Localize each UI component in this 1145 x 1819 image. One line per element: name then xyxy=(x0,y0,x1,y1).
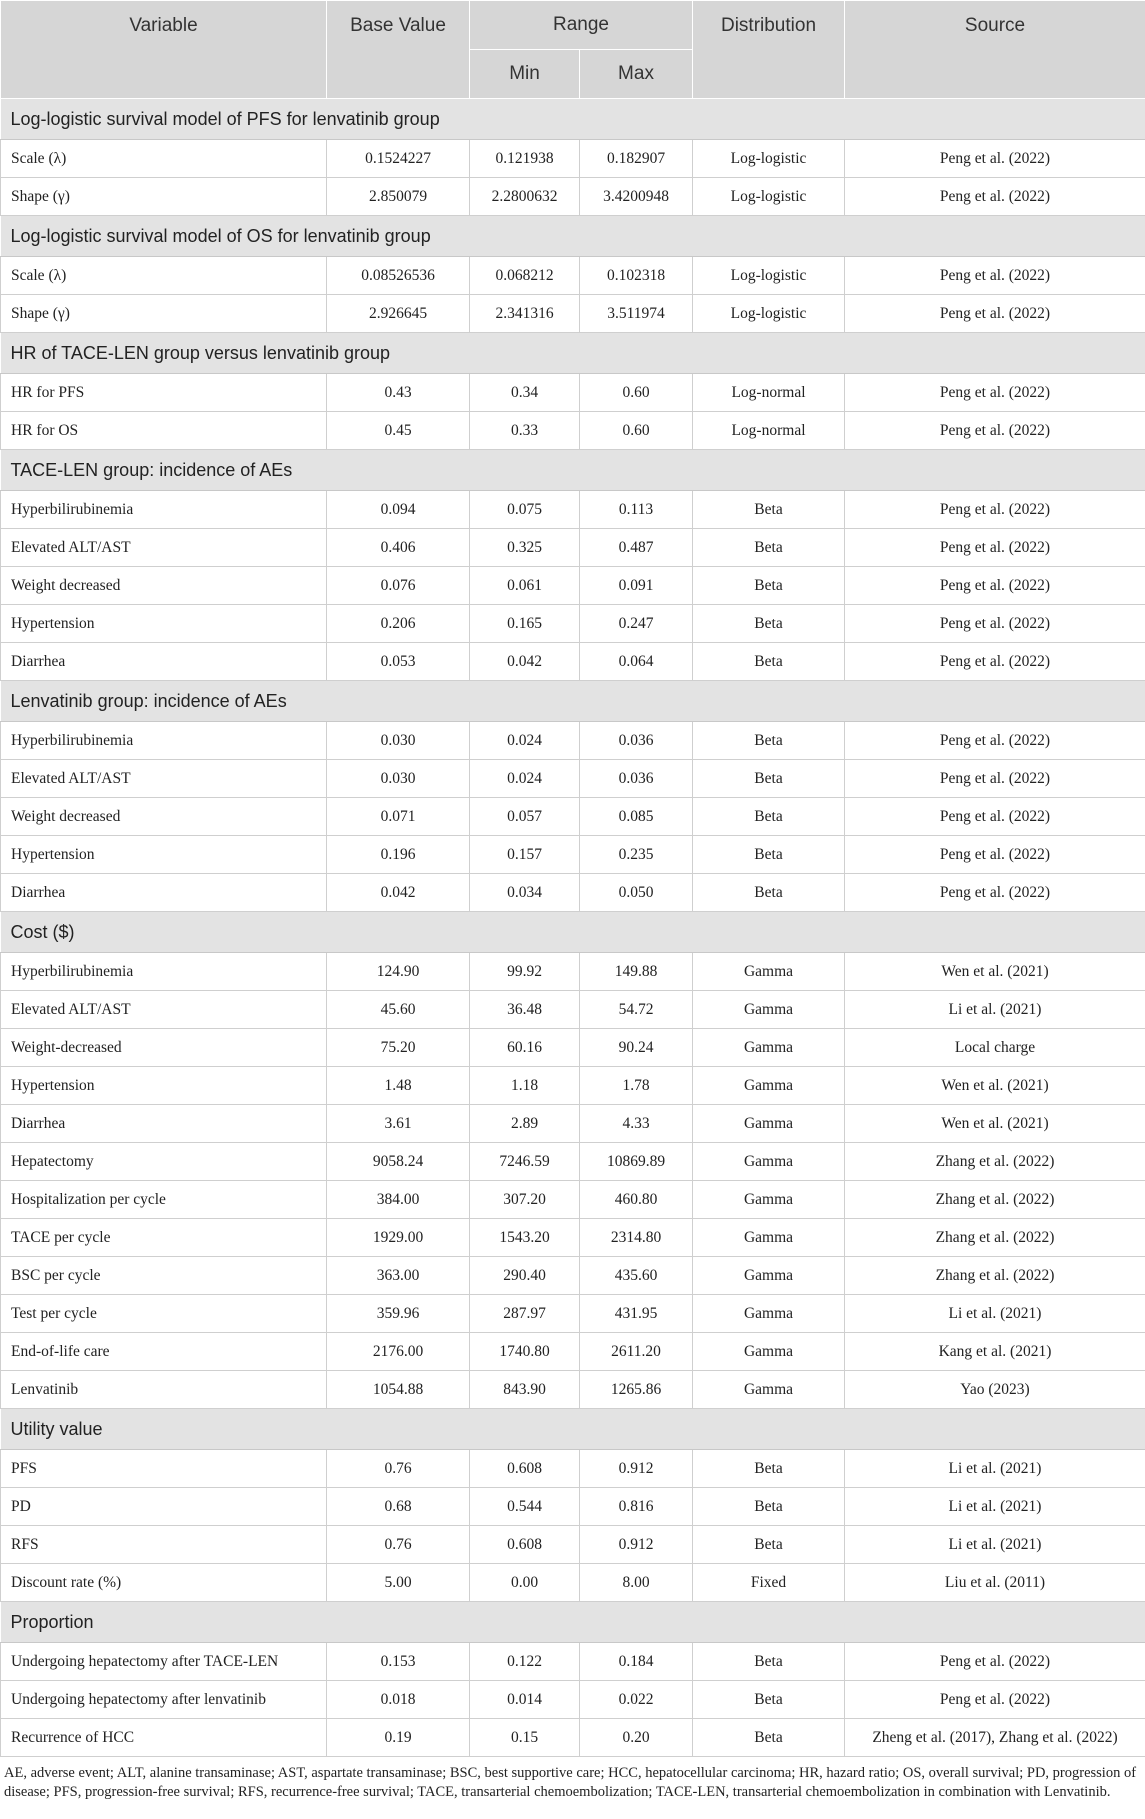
base-value-cell: 0.076 xyxy=(327,567,470,605)
table-row xyxy=(1,1526,1145,1564)
base-value-cell: 0.153 xyxy=(327,1643,470,1681)
max-cell: 0.184 xyxy=(580,1643,693,1681)
max-cell: 1.78 xyxy=(580,1067,693,1105)
distribution-cell: Gamma xyxy=(693,991,845,1029)
variable-cell: End-of-life care xyxy=(1,1333,327,1371)
variable-cell: Elevated ALT/AST xyxy=(1,760,327,798)
variable-cell: Diarrhea xyxy=(1,643,327,681)
base-value-cell: 124.90 xyxy=(327,953,470,991)
distribution-cell: Gamma xyxy=(693,953,845,991)
base-value-cell: 1054.88 xyxy=(327,1371,470,1409)
base-value-cell: 0.68 xyxy=(327,1488,470,1526)
base-value-cell: 9058.24 xyxy=(327,1143,470,1181)
variable-cell: Diarrhea xyxy=(1,874,327,912)
min-cell: 0.057 xyxy=(470,798,580,836)
min-cell: 0.042 xyxy=(470,643,580,681)
variable-cell: Shape (γ) xyxy=(1,295,327,333)
base-value-cell: 0.76 xyxy=(327,1526,470,1564)
min-cell: 0.325 xyxy=(470,529,580,567)
variable-cell: HR for PFS xyxy=(1,374,327,412)
source-cell: Peng et al. (2022) xyxy=(845,295,1145,333)
min-cell: 290.40 xyxy=(470,1257,580,1295)
source-cell: Peng et al. (2022) xyxy=(845,529,1145,567)
source-cell: Peng et al. (2022) xyxy=(845,1643,1145,1681)
max-cell: 8.00 xyxy=(580,1564,693,1602)
base-value-cell: 0.206 xyxy=(327,605,470,643)
base-value-cell: 0.071 xyxy=(327,798,470,836)
variable-cell: Hyperbilirubinemia xyxy=(1,722,327,760)
section-title: Utility value xyxy=(1,1409,1145,1450)
distribution-cell: Gamma xyxy=(693,1105,845,1143)
max-cell: 460.80 xyxy=(580,1181,693,1219)
header-max: Max xyxy=(580,50,693,99)
max-cell: 0.487 xyxy=(580,529,693,567)
distribution-cell: Gamma xyxy=(693,1295,845,1333)
variable-cell: Elevated ALT/AST xyxy=(1,991,327,1029)
source-cell: Peng et al. (2022) xyxy=(845,722,1145,760)
base-value-cell: 0.43 xyxy=(327,374,470,412)
table-row xyxy=(1,1257,1145,1295)
distribution-cell: Log-logistic xyxy=(693,178,845,216)
section-title: Proportion xyxy=(1,1602,1145,1643)
header-distribution: Distribution xyxy=(693,1,845,99)
table-row xyxy=(1,1029,1145,1067)
max-cell: 0.036 xyxy=(580,722,693,760)
source-cell: Peng et al. (2022) xyxy=(845,798,1145,836)
max-cell: 2611.20 xyxy=(580,1333,693,1371)
max-cell: 90.24 xyxy=(580,1029,693,1067)
source-cell: Li et al. (2021) xyxy=(845,1450,1145,1488)
min-cell: 7246.59 xyxy=(470,1143,580,1181)
table-row xyxy=(1,1295,1145,1333)
base-value-cell: 0.196 xyxy=(327,836,470,874)
variable-cell: Hypertension xyxy=(1,1067,327,1105)
table-row xyxy=(1,1450,1145,1488)
base-value-cell: 0.030 xyxy=(327,760,470,798)
source-cell: Yao (2023) xyxy=(845,1371,1145,1409)
distribution-cell: Log-normal xyxy=(693,374,845,412)
variable-cell: Diarrhea xyxy=(1,1105,327,1143)
source-cell: Zheng et al. (2017), Zhang et al. (2022) xyxy=(845,1719,1145,1757)
distribution-cell: Beta xyxy=(693,529,845,567)
min-cell: 0.34 xyxy=(470,374,580,412)
table-row xyxy=(1,1143,1145,1181)
source-cell: Zhang et al. (2022) xyxy=(845,1219,1145,1257)
header-base-value: Base Value xyxy=(327,1,470,99)
distribution-cell: Log-normal xyxy=(693,412,845,450)
source-cell: Peng et al. (2022) xyxy=(845,874,1145,912)
min-cell: 0.034 xyxy=(470,874,580,912)
table-row xyxy=(1,374,1145,412)
base-value-cell: 0.45 xyxy=(327,412,470,450)
table-row xyxy=(1,643,1145,681)
variable-cell: Hyperbilirubinemia xyxy=(1,953,327,991)
source-cell: Li et al. (2021) xyxy=(845,991,1145,1029)
distribution-cell: Beta xyxy=(693,1681,845,1719)
min-cell: 0.075 xyxy=(470,491,580,529)
section-title: Lenvatinib group: incidence of AEs xyxy=(1,681,1145,722)
base-value-cell: 0.018 xyxy=(327,1681,470,1719)
max-cell: 0.085 xyxy=(580,798,693,836)
min-cell: 0.165 xyxy=(470,605,580,643)
variable-cell: Weight decreased xyxy=(1,567,327,605)
max-cell: 0.60 xyxy=(580,412,693,450)
section-header-row xyxy=(1,333,1145,374)
min-cell: 0.00 xyxy=(470,1564,580,1602)
min-cell: 0.024 xyxy=(470,722,580,760)
max-cell: 149.88 xyxy=(580,953,693,991)
base-value-cell: 0.406 xyxy=(327,529,470,567)
variable-cell: Discount rate (%) xyxy=(1,1564,327,1602)
min-cell: 0.014 xyxy=(470,1681,580,1719)
section-title: Cost ($) xyxy=(1,912,1145,953)
distribution-cell: Beta xyxy=(693,491,845,529)
base-value-cell: 359.96 xyxy=(327,1295,470,1333)
max-cell: 1265.86 xyxy=(580,1371,693,1409)
variable-cell: Scale (λ) xyxy=(1,140,327,178)
max-cell: 0.912 xyxy=(580,1450,693,1488)
distribution-cell: Log-logistic xyxy=(693,140,845,178)
source-cell: Peng et al. (2022) xyxy=(845,836,1145,874)
source-cell: Wen et al. (2021) xyxy=(845,953,1145,991)
source-cell: Peng et al. (2022) xyxy=(845,605,1145,643)
table-row xyxy=(1,1333,1145,1371)
distribution-cell: Gamma xyxy=(693,1257,845,1295)
table-row xyxy=(1,760,1145,798)
source-cell: Peng et al. (2022) xyxy=(845,567,1145,605)
variable-cell: BSC per cycle xyxy=(1,1257,327,1295)
table-row xyxy=(1,953,1145,991)
table-row xyxy=(1,257,1145,295)
table-row xyxy=(1,798,1145,836)
table-row xyxy=(1,1067,1145,1105)
table-row xyxy=(1,491,1145,529)
min-cell: 1543.20 xyxy=(470,1219,580,1257)
source-cell: Zhang et al. (2022) xyxy=(845,1143,1145,1181)
max-cell: 0.912 xyxy=(580,1526,693,1564)
source-cell: Kang et al. (2021) xyxy=(845,1333,1145,1371)
min-cell: 0.33 xyxy=(470,412,580,450)
max-cell: 431.95 xyxy=(580,1295,693,1333)
section-title: Log-logistic survival model of PFS for lenvatinib group xyxy=(1,99,1145,140)
min-cell: 0.068212 xyxy=(470,257,580,295)
source-cell: Peng et al. (2022) xyxy=(845,178,1145,216)
source-cell: Li et al. (2021) xyxy=(845,1295,1145,1333)
distribution-cell: Fixed xyxy=(693,1564,845,1602)
base-value-cell: 1.48 xyxy=(327,1067,470,1105)
base-value-cell: 0.76 xyxy=(327,1450,470,1488)
distribution-cell: Beta xyxy=(693,836,845,874)
variable-cell: Undergoing hepatectomy after TACE-LEN xyxy=(1,1643,327,1681)
max-cell: 0.247 xyxy=(580,605,693,643)
section-header-row xyxy=(1,450,1145,491)
base-value-cell: 0.19 xyxy=(327,1719,470,1757)
variable-cell: Elevated ALT/AST xyxy=(1,529,327,567)
min-cell: 60.16 xyxy=(470,1029,580,1067)
base-value-cell: 0.030 xyxy=(327,722,470,760)
max-cell: 0.064 xyxy=(580,643,693,681)
section-header-row xyxy=(1,216,1145,257)
base-value-cell: 2.926645 xyxy=(327,295,470,333)
distribution-cell: Beta xyxy=(693,643,845,681)
table-row xyxy=(1,1643,1145,1681)
max-cell: 0.20 xyxy=(580,1719,693,1757)
distribution-cell: Gamma xyxy=(693,1067,845,1105)
distribution-cell: Beta xyxy=(693,1643,845,1681)
base-value-cell: 45.60 xyxy=(327,991,470,1029)
max-cell: 435.60 xyxy=(580,1257,693,1295)
source-cell: Peng et al. (2022) xyxy=(845,257,1145,295)
variable-cell: Undergoing hepatectomy after lenvatinib xyxy=(1,1681,327,1719)
base-value-cell: 75.20 xyxy=(327,1029,470,1067)
source-cell: Peng et al. (2022) xyxy=(845,140,1145,178)
distribution-cell: Gamma xyxy=(693,1371,845,1409)
base-value-cell: 5.00 xyxy=(327,1564,470,1602)
variable-cell: Hepatectomy xyxy=(1,1143,327,1181)
min-cell: 1.18 xyxy=(470,1067,580,1105)
max-cell: 0.036 xyxy=(580,760,693,798)
min-cell: 1740.80 xyxy=(470,1333,580,1371)
distribution-cell: Beta xyxy=(693,798,845,836)
base-value-cell: 384.00 xyxy=(327,1181,470,1219)
max-cell: 3.511974 xyxy=(580,295,693,333)
variable-cell: Weight decreased xyxy=(1,798,327,836)
table-header xyxy=(1,1,1145,99)
min-cell: 2.2800632 xyxy=(470,178,580,216)
table-row xyxy=(1,874,1145,912)
variable-cell: PD xyxy=(1,1488,327,1526)
distribution-cell: Gamma xyxy=(693,1143,845,1181)
source-cell: Wen et al. (2021) xyxy=(845,1067,1145,1105)
min-cell: 0.157 xyxy=(470,836,580,874)
min-cell: 0.608 xyxy=(470,1450,580,1488)
distribution-cell: Gamma xyxy=(693,1219,845,1257)
distribution-cell: Log-logistic xyxy=(693,257,845,295)
distribution-cell: Beta xyxy=(693,874,845,912)
source-cell: Zhang et al. (2022) xyxy=(845,1181,1145,1219)
table-row xyxy=(1,1371,1145,1409)
section-title: HR of TACE-LEN group versus lenvatinib group xyxy=(1,333,1145,374)
source-cell: Li et al. (2021) xyxy=(845,1488,1145,1526)
max-cell: 0.235 xyxy=(580,836,693,874)
table-row xyxy=(1,1219,1145,1257)
base-value-cell: 2176.00 xyxy=(327,1333,470,1371)
section-title: Log-logistic survival model of OS for lenvatinib group xyxy=(1,216,1145,257)
source-cell: Local charge xyxy=(845,1029,1145,1067)
table-row xyxy=(1,1181,1145,1219)
table-row xyxy=(1,722,1145,760)
variable-cell: TACE per cycle xyxy=(1,1219,327,1257)
distribution-cell: Beta xyxy=(693,605,845,643)
min-cell: 2.89 xyxy=(470,1105,580,1143)
variable-cell: PFS xyxy=(1,1450,327,1488)
max-cell: 0.050 xyxy=(580,874,693,912)
header-min: Min xyxy=(470,50,580,99)
header-source: Source xyxy=(845,1,1145,99)
min-cell: 2.341316 xyxy=(470,295,580,333)
table-row xyxy=(1,1681,1145,1719)
distribution-cell: Beta xyxy=(693,1719,845,1757)
source-cell: Wen et al. (2021) xyxy=(845,1105,1145,1143)
variable-cell: Lenvatinib xyxy=(1,1371,327,1409)
section-header-row xyxy=(1,681,1145,722)
source-cell: Li et al. (2021) xyxy=(845,1526,1145,1564)
distribution-cell: Gamma xyxy=(693,1181,845,1219)
distribution-cell: Beta xyxy=(693,567,845,605)
distribution-cell: Beta xyxy=(693,760,845,798)
min-cell: 99.92 xyxy=(470,953,580,991)
table-row xyxy=(1,140,1145,178)
base-value-cell: 0.042 xyxy=(327,874,470,912)
table-row xyxy=(1,412,1145,450)
min-cell: 0.122 xyxy=(470,1643,580,1681)
variable-cell: Hyperbilirubinemia xyxy=(1,491,327,529)
base-value-cell: 3.61 xyxy=(327,1105,470,1143)
max-cell: 0.113 xyxy=(580,491,693,529)
min-cell: 0.061 xyxy=(470,567,580,605)
min-cell: 0.608 xyxy=(470,1526,580,1564)
base-value-cell: 0.08526536 xyxy=(327,257,470,295)
min-cell: 843.90 xyxy=(470,1371,580,1409)
variable-cell: Hypertension xyxy=(1,605,327,643)
distribution-cell: Gamma xyxy=(693,1333,845,1371)
table-row xyxy=(1,178,1145,216)
variable-cell: Shape (γ) xyxy=(1,178,327,216)
max-cell: 0.60 xyxy=(580,374,693,412)
source-cell: Peng et al. (2022) xyxy=(845,412,1145,450)
source-cell: Zhang et al. (2022) xyxy=(845,1257,1145,1295)
min-cell: 0.15 xyxy=(470,1719,580,1757)
section-header-row xyxy=(1,1602,1145,1643)
section-header-row xyxy=(1,912,1145,953)
source-cell: Peng et al. (2022) xyxy=(845,1681,1145,1719)
distribution-cell: Beta xyxy=(693,1526,845,1564)
min-cell: 287.97 xyxy=(470,1295,580,1333)
table-row xyxy=(1,1564,1145,1602)
min-cell: 36.48 xyxy=(470,991,580,1029)
max-cell: 4.33 xyxy=(580,1105,693,1143)
min-cell: 0.544 xyxy=(470,1488,580,1526)
source-cell: Peng et al. (2022) xyxy=(845,374,1145,412)
source-cell: Peng et al. (2022) xyxy=(845,491,1145,529)
base-value-cell: 2.850079 xyxy=(327,178,470,216)
max-cell: 0.022 xyxy=(580,1681,693,1719)
section-header-row xyxy=(1,1409,1145,1450)
table-row xyxy=(1,567,1145,605)
variable-cell: HR for OS xyxy=(1,412,327,450)
variable-cell: Hypertension xyxy=(1,836,327,874)
variable-cell: Scale (λ) xyxy=(1,257,327,295)
base-value-cell: 1929.00 xyxy=(327,1219,470,1257)
table-row xyxy=(1,1488,1145,1526)
source-cell: Peng et al. (2022) xyxy=(845,760,1145,798)
table-footnote: AE, adverse event; ALT, alanine transaminase; AST, aspartate transaminase; BSC, best supportive care; HCC, hepatocellular carcinoma; HR, hazard ratio; OS, overall survival; PD, progression of disease; PFS, progression-free survival; RFS, recurrence-free survival; TACE, transarterial chemoembolization; TACE-LEN, transarterial chemoembolization in combination with Lenvatinib. xyxy=(4,1765,1137,1800)
min-cell: 0.121938 xyxy=(470,140,580,178)
max-cell: 10869.89 xyxy=(580,1143,693,1181)
header-range: Range xyxy=(470,1,693,50)
min-cell: 307.20 xyxy=(470,1181,580,1219)
table-row xyxy=(1,295,1145,333)
distribution-cell: Beta xyxy=(693,1450,845,1488)
base-value-cell: 0.053 xyxy=(327,643,470,681)
distribution-cell: Log-logistic xyxy=(693,295,845,333)
section-title: TACE-LEN group: incidence of AEs xyxy=(1,450,1145,491)
min-cell: 0.024 xyxy=(470,760,580,798)
max-cell: 3.4200948 xyxy=(580,178,693,216)
max-cell: 54.72 xyxy=(580,991,693,1029)
distribution-cell: Gamma xyxy=(693,1029,845,1067)
variable-cell: Weight-decreased xyxy=(1,1029,327,1067)
variable-cell: Hospitalization per cycle xyxy=(1,1181,327,1219)
table-row xyxy=(1,529,1145,567)
source-cell: Liu et al. (2011) xyxy=(845,1564,1145,1602)
distribution-cell: Beta xyxy=(693,1488,845,1526)
table-row xyxy=(1,1719,1145,1757)
source-cell: Peng et al. (2022) xyxy=(845,643,1145,681)
max-cell: 0.102318 xyxy=(580,257,693,295)
table-row xyxy=(1,991,1145,1029)
base-value-cell: 0.094 xyxy=(327,491,470,529)
header-variable: Variable xyxy=(1,1,327,99)
max-cell: 2314.80 xyxy=(580,1219,693,1257)
table-row xyxy=(1,1105,1145,1143)
base-value-cell: 363.00 xyxy=(327,1257,470,1295)
variable-cell: RFS xyxy=(1,1526,327,1564)
variable-cell: Recurrence of HCC xyxy=(1,1719,327,1757)
section-header-row xyxy=(1,99,1145,140)
max-cell: 0.816 xyxy=(580,1488,693,1526)
table-body xyxy=(1,99,1145,1757)
table-row xyxy=(1,605,1145,643)
variable-cell: Test per cycle xyxy=(1,1295,327,1333)
max-cell: 0.182907 xyxy=(580,140,693,178)
table-row xyxy=(1,836,1145,874)
distribution-cell: Beta xyxy=(693,722,845,760)
base-value-cell: 0.1524227 xyxy=(327,140,470,178)
max-cell: 0.091 xyxy=(580,567,693,605)
